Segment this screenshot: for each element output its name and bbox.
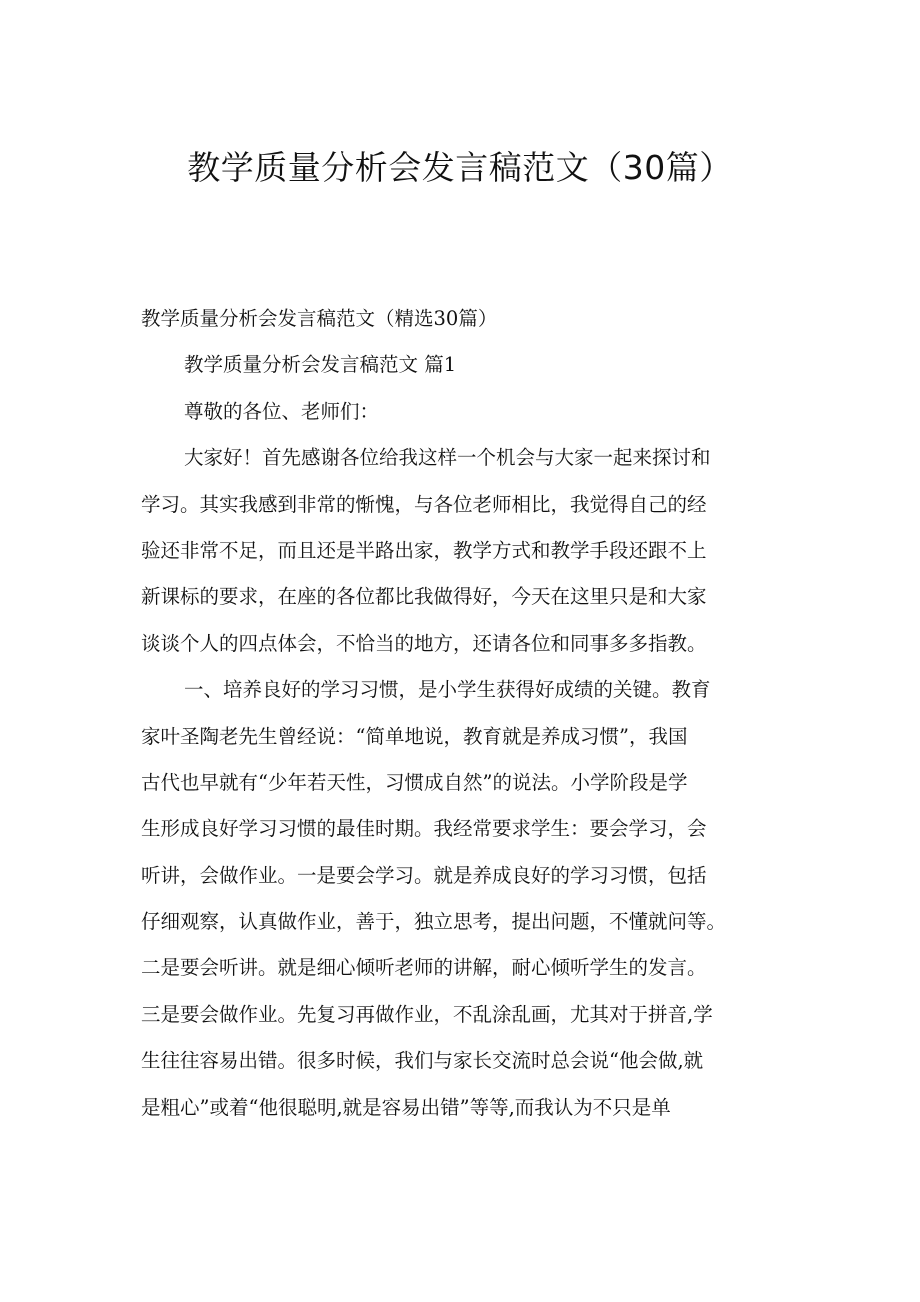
- section-heading-line: 教学质量分析会发言稿范文 篇1: [184, 353, 457, 377]
- paragraph-line: 新课标的要求，在座的各位都比我做得好，今天在这里只是和大家: [141, 585, 707, 609]
- paragraph-line: 三是要会做作业。先复习再做作业，不乱涂乱画，尤其对于拼音,学: [141, 1002, 713, 1026]
- paragraph-line: 二是要会听讲。就是细心倾听老师的讲解，耐心倾听学生的发言。: [141, 956, 707, 980]
- paragraph-line: 生往往容易出错。很多时候，我们与家长交流时总会说“他会做,就: [141, 1049, 704, 1073]
- paragraph-line: 谈谈个人的四点体会，不恰当的地方，还请各位和同事多多指教。: [141, 631, 707, 655]
- section-heading: [141, 342, 801, 388]
- paragraph-intro: [141, 435, 801, 667]
- paragraph-line: 一、培养良好的学习习惯，是小学生获得好成绩的关键。教育: [184, 678, 711, 702]
- paragraph-line: 听讲，会做作业。一是要会学习。就是养成良好的学习习惯，包括: [141, 863, 707, 887]
- greeting: [141, 389, 801, 435]
- paragraph-line: 仔细观察，认真做作业，善于，独立思考，提出问题，不懂就问等。: [141, 910, 727, 934]
- paragraph-line: 生形成良好学习习惯的最佳时期。我经常要求学生：要会学习，会: [141, 817, 707, 841]
- paragraph-line: 家叶圣陶老先生曾经说：“简单地说，教育就是养成习惯”，我国: [141, 724, 688, 748]
- paragraph-line: 学习。其实我感到非常的惭愧，与各位老师相比，我觉得自己的经: [141, 492, 707, 516]
- document-body: [141, 296, 801, 1131]
- greeting-line: 尊敬的各位、老师们：: [184, 399, 380, 423]
- paragraph-line: 是粗心”或着“他很聪明,就是容易出错”等等,而我认为不只是单: [141, 1095, 671, 1119]
- paragraph-line: 大家好！首先感谢各位给我这样一个机会与大家一起来探讨和: [184, 446, 711, 470]
- paragraph-habits: [141, 667, 801, 1131]
- paragraph-line: 古代也早就有“少年若天性，习惯成自然”的说法。小学阶段是学: [141, 770, 688, 794]
- subtitle-line: 教学质量分析会发言稿范文（精选30篇）: [141, 307, 498, 330]
- document-subtitle: [141, 296, 801, 342]
- paragraph-line: 验还非常不足，而且还是半路出家，教学方式和教学手段还跟不上: [141, 538, 707, 562]
- document-title: 教学质量分析会发言稿范文（30篇）: [187, 148, 733, 187]
